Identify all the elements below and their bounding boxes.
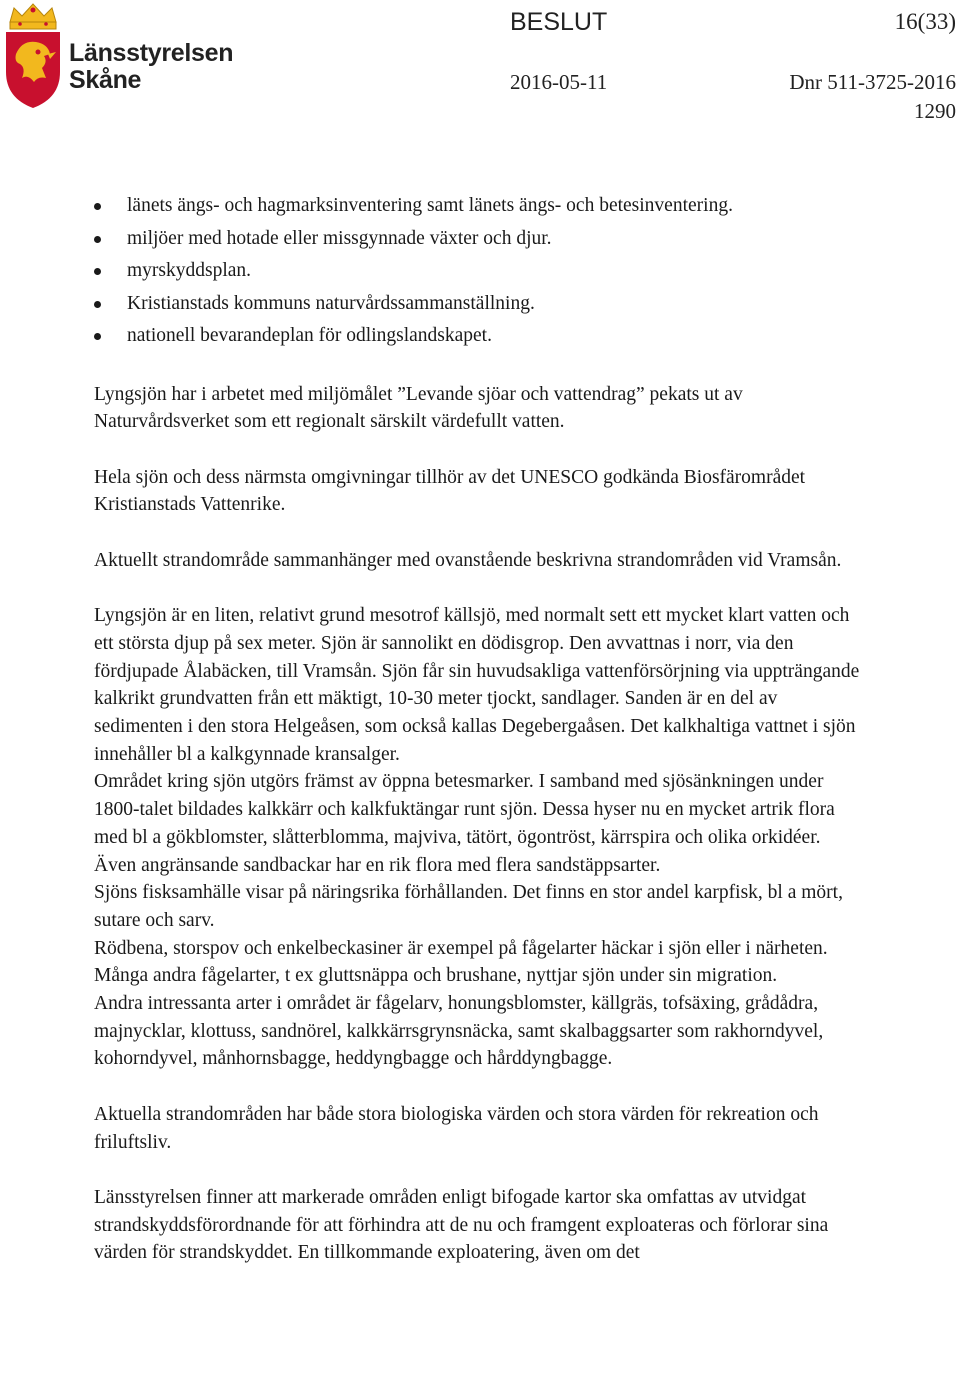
coat-of-arms-icon bbox=[2, 2, 64, 110]
diary-number: Dnr 511-3725-2016 bbox=[789, 70, 956, 94]
paragraph-lyngsjon: Lyngsjön är en liten, relativt grund mesotrof källsjö, med normalt sett ett mycket klart vatten och ett största djup på sex meter. Sjön är sannolikt en dödisgrop. Den avvattnas i norr, via den fördjupade Ålabäcken, till Vramsån. Sjön får sin huvudsakliga vattenförsörjning via uppträngande kalkrikt grundvatten från ett mäktigt, 10-30 meter tjockt, sandlager. Sanden är en del av sedimenten i den stora Helgeåsen, som också kallas Degebergaåsen. Det kalkhaltiga vattnet i sjön innehåller bl a kalkgynnade kransalger. bbox=[94, 605, 860, 765]
bullet-icon bbox=[94, 268, 101, 275]
diary-number-sub: 1290 bbox=[914, 99, 956, 123]
paragraph-betesmarker: Området kring sjön utgörs främst av öppna betesmarker. I samband med sjösänkningen under 1800-talet bildades kalkkärr och kalkfuktängar runt sjön. Dessa hyser nu en mycket artrik flora med bl a gökblomster, slåtterblomma, majviva, tätört, ögontröst, kärrspira och olika orkidéer. Även angränsande sandbackar har en rik flora med flera sandstäppsarter. bbox=[94, 771, 835, 876]
paragraph-faglar: Rödbena, storspov och enkelbeckasiner är exempel på fågelarter häckar i sjön eller i närheten. Många andra fågelarter, t ex gluttsnäppa och brushane, nyttjar sjön under sin migration. bbox=[94, 937, 828, 987]
paragraph-miljomal: Lyngsjön har i arbetet med miljömålet ”Levande sjöar och vattendrag” pekats ut av Naturvårdsverket som ett regionalt särskilt värdefullt vatten. bbox=[94, 383, 743, 433]
list-item: Kristianstads kommuns naturvårdssammanställning. bbox=[94, 288, 860, 321]
bullet-icon bbox=[94, 203, 101, 210]
list-item: nationell bevarandeplan för odlingslandskapet. bbox=[94, 320, 860, 353]
paragraph-fisk: Sjöns fisksamhälle visar på näringsrika förhållanden. Det finns en stor andel karpfisk, bl a mört, sutare och sarv. bbox=[94, 882, 843, 931]
bullet-icon bbox=[94, 301, 101, 308]
paragraph-strandomrade: Aktuellt strandområde sammanhänger med ovanstående beskrivna strandområden vid Vramsån. bbox=[94, 549, 842, 571]
list-item: länets ängs- och hagmarksinventering samt länets ängs- och betesinventering. bbox=[94, 190, 860, 223]
bullet-icon bbox=[94, 236, 101, 243]
paragraph-beslut: Länsstyrelsen finner att markerade områden enligt bifogade kartor ska omfattas av utvidgat strandskyddsförordnande för att förhindra att de nu och framgent exploateras och förlorar sina värden för strandskyddet. En tillkommande exploatering, även om det bbox=[94, 1186, 829, 1264]
source-list bbox=[94, 190, 860, 353]
document-body bbox=[94, 190, 860, 1267]
logo-line-1: Länsstyrelsen bbox=[69, 39, 234, 67]
paragraph-arter: Andra intressanta arter i området är fågelarv, honungsblomster, källgräs, tofsäxing, grådådra, majnycklar, klottuss, sandnörel, kalkkärrsgrynsnäcka, samt skalbaggsarter som rakhorndyvel, kohorndyvel, månhornsbagge, heddyngbagge och hårddyngbagge. bbox=[94, 993, 824, 1070]
paragraph-varden: Aktuella strandområden har både stora biologiska värden och stora värden för rekreation och friluftsliv. bbox=[94, 1103, 819, 1153]
bullet-icon bbox=[94, 333, 101, 340]
document-type: BESLUT bbox=[510, 8, 608, 36]
page-number: 16(33) bbox=[894, 9, 956, 34]
logo-line-2: Skåne bbox=[69, 66, 142, 94]
logo-wordmark bbox=[69, 40, 233, 94]
paragraph-unesco: Hela sjön och dess närmsta omgivningar tillhör av det UNESCO godkända Biosfärområdet Kristianstads Vattenrike. bbox=[94, 466, 806, 516]
lansstyrelsen-logo bbox=[2, 2, 234, 112]
list-item: myrskyddsplan. bbox=[94, 255, 860, 288]
document-date: 2016-05-11 bbox=[510, 70, 608, 94]
list-item: miljöer med hotade eller missgynnade växter och djur. bbox=[94, 223, 860, 256]
